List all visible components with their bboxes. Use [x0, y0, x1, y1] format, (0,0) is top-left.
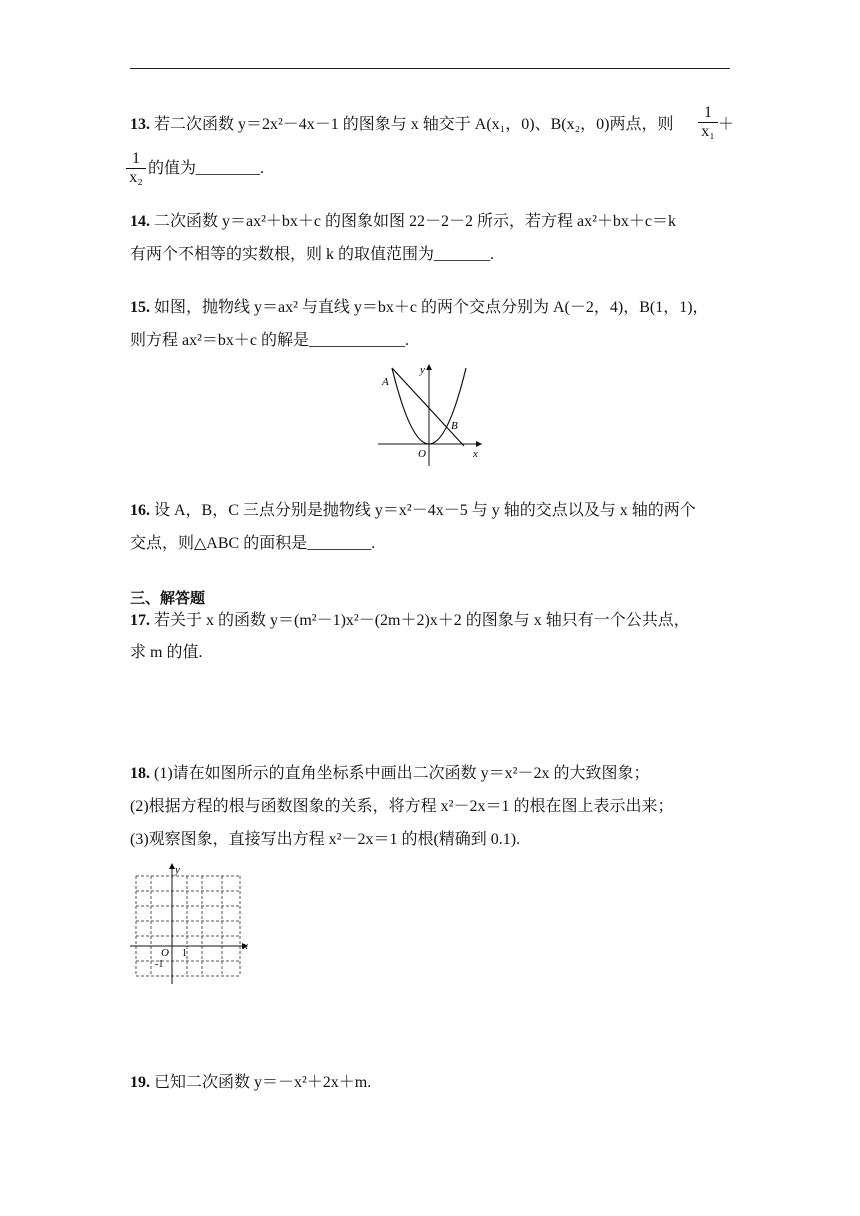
q13-line1 — [130, 114, 674, 136]
q15-label-A: A — [382, 376, 389, 388]
q15-label-x: x — [473, 448, 478, 460]
q13-line2: 的值为________. — [148, 160, 265, 177]
q18-label-x: x — [243, 940, 248, 952]
q14-line2: 有两个不相等的实数根，则 k 的取值范围为_______. — [130, 246, 495, 263]
q18-label-O: O — [161, 947, 169, 959]
q15-x-arrow — [476, 441, 482, 447]
q19-line1 — [130, 1072, 371, 1094]
q14-line1 — [130, 211, 676, 233]
q16-line1 — [130, 500, 696, 522]
q16-text1: 设 A，B，C 三点分别是抛物线 y＝x²－4x－5 与 y 轴的交点以及与 x 轴的两个 — [154, 502, 696, 519]
q14-number: 14. — [130, 213, 150, 230]
q16-line2: 交点，则△ABC 的面积是________. — [130, 535, 376, 552]
q13-frac1-denominator: x₁ — [698, 122, 718, 141]
q18-number: 18. — [130, 765, 150, 782]
q15-line2: 则方程 ax²＝bx＋c 的解是____________. — [130, 332, 410, 349]
q15-label-B: B — [451, 420, 458, 432]
q13-frac1-numerator: 1 — [704, 104, 712, 121]
q14-text1: 二次函数 y＝ax²＋bx＋c 的图象如图 22－2－2 所示，若方程 ax²＋bx＋c＝k — [154, 213, 677, 230]
q13-plus: ＋ — [718, 116, 735, 133]
q17-number: 17. — [130, 612, 150, 629]
q15-label-O: O — [418, 448, 426, 460]
q17-line2: 求 m 的值. — [130, 644, 203, 661]
q13-frac2-denominator: x₂ — [126, 168, 146, 187]
q18-grid-lines — [136, 876, 240, 976]
q13-text1: 若二次函数 y＝2x²－4x－1 的图象与 x 轴交于 A(x₁，0)、B(x₂，0)两点，则 — [154, 116, 674, 133]
q15-label-y: y — [420, 364, 425, 376]
q18-label-neg1: -1 — [155, 959, 164, 970]
q18-text1: (1)请在如图所示的直角坐标系中画出二次函数 y＝x²－2x 的大致图象； — [154, 765, 650, 782]
q18-line2: (2)根据方程的根与函数图象的关系，将方程 x²－2x＝1 的根在图上表示出来； — [130, 798, 674, 815]
q17-line1 — [130, 610, 690, 632]
q18-grid-figure — [126, 860, 254, 986]
q18-line1 — [130, 763, 649, 785]
q13-fraction-1 — [698, 104, 718, 141]
q17-text1: 若关于 x 的函数 y＝(m²－1)x²－(2m＋2)x＋2 的图象与 x 轴只有一个公共点， — [154, 612, 690, 629]
q19-number: 19. — [130, 1074, 150, 1091]
q15-y-arrow — [426, 364, 432, 370]
header-rule — [130, 68, 730, 69]
q18-label-1: 1 — [182, 948, 187, 959]
q19-text1: 已知二次函数 y＝－x²＋2x＋m. — [154, 1074, 372, 1091]
q13-frac2-numerator: 1 — [132, 150, 140, 167]
q18-label-y: y — [175, 864, 180, 876]
q13-fraction-2 — [126, 150, 146, 187]
q15-line1 — [130, 297, 709, 319]
q15-figure — [372, 360, 490, 468]
q15-number: 15. — [130, 299, 150, 316]
section-heading: 三、解答题 — [130, 589, 206, 607]
q13-number: 13. — [130, 116, 150, 133]
q15-text1: 如图，抛物线 y＝ax² 与直线 y＝bx＋c 的两个交点分别为 A(－2，4)，B(1，1)， — [154, 299, 709, 316]
q18-line3: (3)观察图象，直接写出方程 x²－2x＝1 的根(精确到 0.1). — [130, 831, 521, 848]
q16-number: 16. — [130, 502, 150, 519]
